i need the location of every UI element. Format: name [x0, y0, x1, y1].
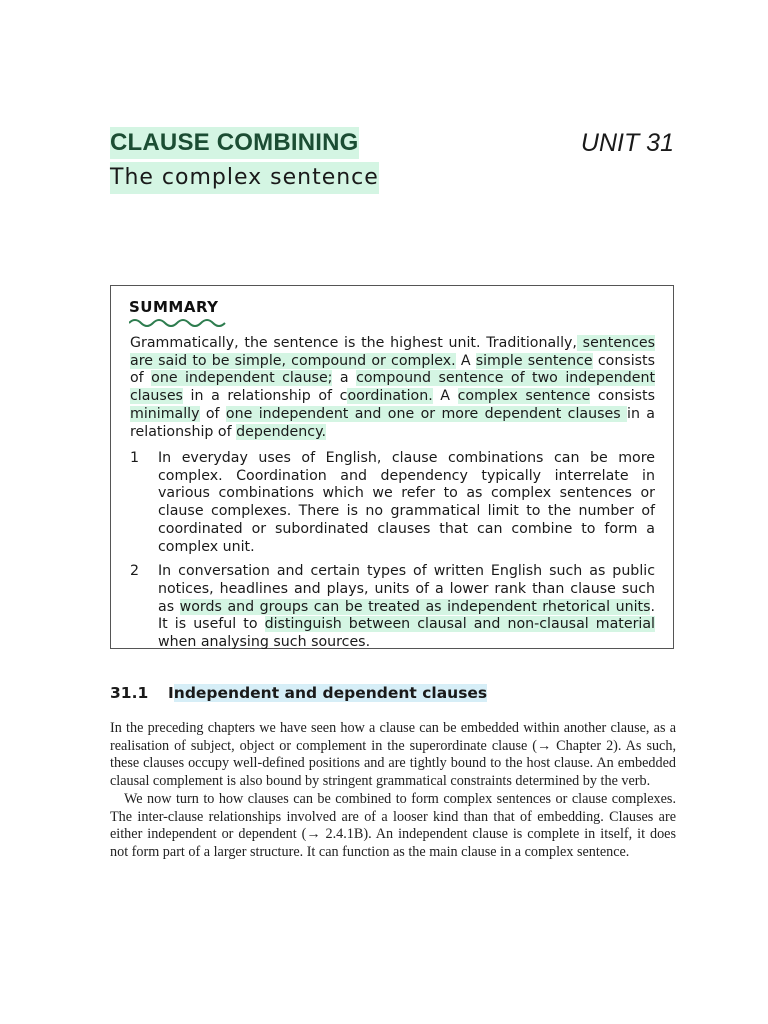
summary-text-segment: Grammatically, the sentence is the highest unit. Traditionally, [130, 335, 577, 351]
section-title: ndependent and dependent clauses [173, 684, 488, 702]
summary-intro [130, 335, 655, 441]
summary-highlight: sentences are said to be simple, compound or complex. [130, 335, 655, 369]
summary-highlight: one independent clause; [151, 370, 333, 387]
chapter-subtitle: The complex sentence [110, 162, 379, 194]
summary-highlight: words and groups can be treated as independent rhetorical units [179, 598, 651, 615]
summary-list-item [130, 450, 655, 556]
chapter-title: CLAUSE COMBINING [110, 127, 359, 159]
summary-text-segment: In conversation and certain types of written English such as public notices, headlines and plays, units of a lower rank than clause such as [158, 563, 655, 615]
summary-text-segment: a [332, 370, 357, 387]
section-title-initial: I [168, 684, 174, 702]
list-item-number: 1 [130, 450, 140, 466]
summary-text-segment: consists of [130, 352, 655, 387]
summary-text-segment: A [432, 388, 458, 405]
summary-text-segment: In everyday uses of English, clause combinations can be more complex. Coordination and dependency typically interrelate in various combinations which we refer to as complex sentences or clause complexes. There is no grammatical limit to the number of coordinated or subordinated clauses that can combine to form a complex unit. [158, 450, 655, 555]
summary-highlight: distinguish between clausal and non-clausal material [264, 616, 655, 633]
list-item-number: 2 [130, 563, 140, 580]
summary-highlight: simple sentence [475, 352, 593, 369]
summary-text-segment: . It is useful to [158, 598, 655, 633]
summary-box [110, 285, 674, 649]
summary-text-segment: in a relationship of c [182, 388, 348, 405]
summary-text-segment: when analysing such sources. [158, 634, 371, 651]
summary-highlight: minimally [130, 405, 200, 422]
unit-label: UNIT 31 [580, 129, 674, 157]
summary-highlight: dependency. [236, 423, 326, 440]
summary-heading: SUMMARY [129, 298, 219, 316]
summary-highlight: compound sentence of two independent clauses [130, 370, 656, 405]
summary-text-segment: in a relationship of [130, 405, 655, 440]
summary-list-item [130, 563, 655, 652]
summary-highlight: oordination. [347, 388, 433, 405]
body-text [110, 720, 676, 862]
summary-list [130, 450, 655, 659]
wavy-underline-icon [129, 317, 229, 327]
summary-highlight: one independent and one or more dependent clauses [225, 405, 627, 422]
summary-text-segment: A [455, 352, 476, 369]
summary-highlight: complex sentence [457, 388, 591, 405]
summary-text-segment: consists [590, 388, 656, 405]
body-paragraph: In the preceding chapters we have seen how a clause can be embedded within another clause, as a realisation of subject, object or complement in the superordinate clause (→ Chapter 2). As such, these clauses occupy well-defined positions and are tightly bound to the host clause. An embedded clausal complement is also bound by stringent grammatical constraints determined by the verb. [110, 720, 676, 790]
summary-text-segment: of [199, 405, 226, 422]
body-paragraph: We now turn to how clauses can be combined to form complex sentences or clause complexes. The inter-clause relationships involved are of a looser kind than that of embedding. Clauses are either independent or dependent (→ 2.4.1B). An independent clause is complete in itself, it does not form part of a larger structure. It can function as the main clause in a complex sentence. [110, 790, 676, 860]
section-heading [110, 682, 487, 704]
section-number: 31.1 [110, 684, 149, 702]
